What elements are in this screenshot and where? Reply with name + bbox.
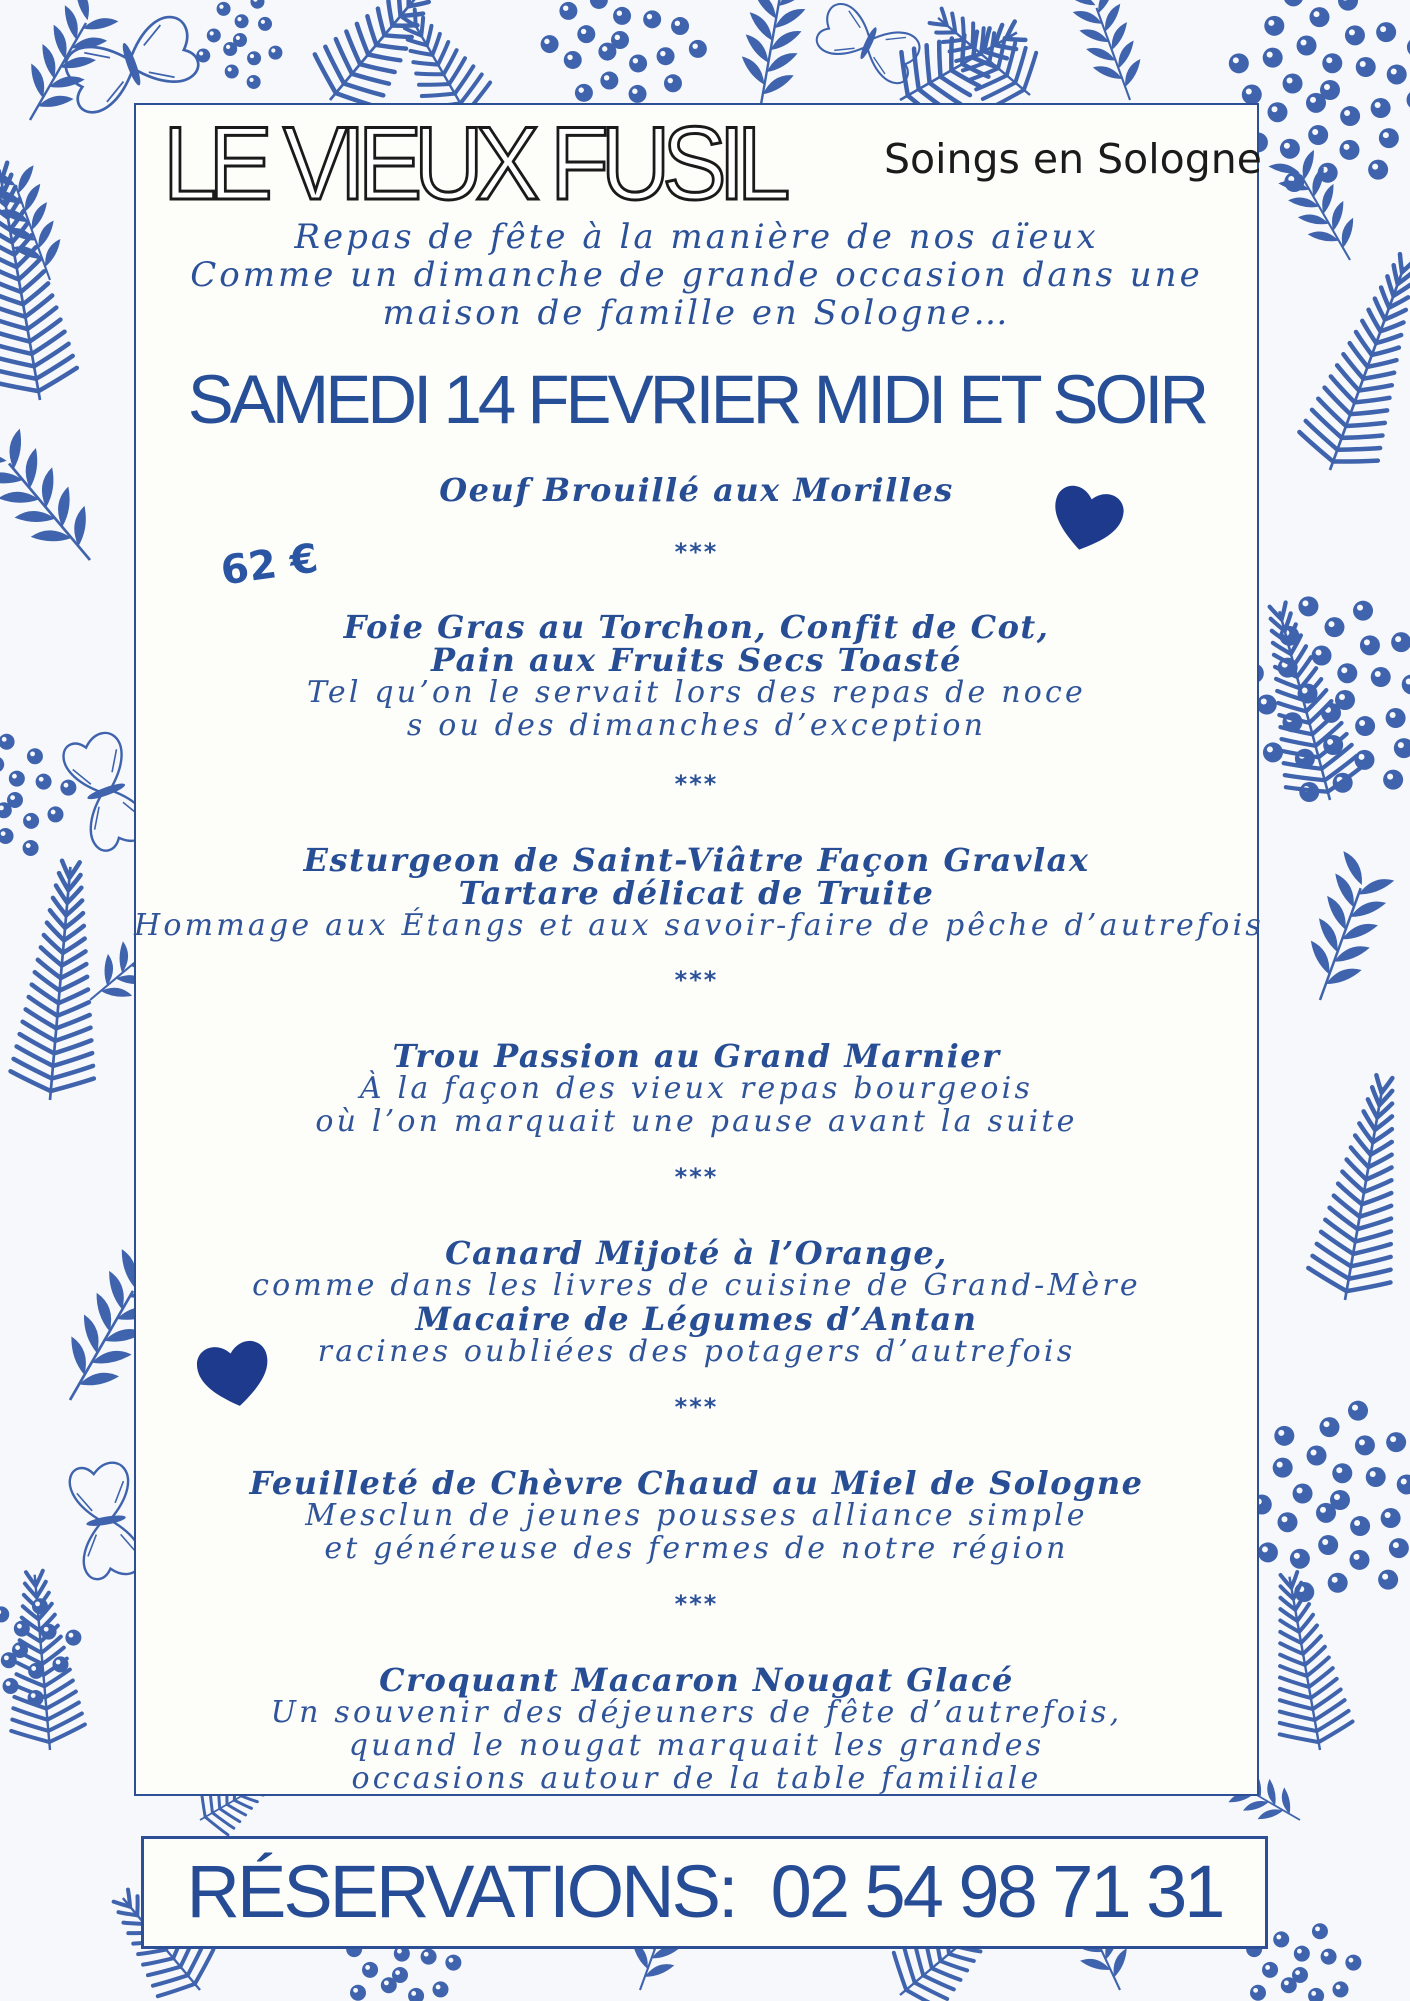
dish-name: Oeuf Brouillé aux Morilles: [439, 471, 954, 509]
course-separator: ***: [674, 1590, 719, 1618]
course-separator: ***: [674, 770, 719, 798]
dish-description: racines oubliées des potagers d’autrefois: [317, 1334, 1076, 1369]
dish-description: s ou des dimanches d’exception: [406, 708, 987, 743]
reservation-line: [141, 1850, 1268, 1933]
leaf-sprig-icon: [733, 0, 811, 115]
dish-name: Canard Mijoté à l’Orange,: [445, 1234, 948, 1272]
dish-name: Macaire de Légumes d’Antan: [415, 1300, 978, 1338]
intro-line: maison de famille en Sologne…: [382, 293, 1011, 333]
course-separator: ***: [674, 1393, 719, 1421]
berry-cluster-icon: [1239, 1401, 1410, 1602]
fern-icon: [8, 858, 112, 1104]
leaf-sprig-icon: [6, 0, 123, 134]
dish-description: Mesclun de jeunes pousses alliance simple: [305, 1498, 1088, 1533]
dish-description: où l’on marquait une pause avant la suite: [315, 1104, 1078, 1139]
menu-price: 62 €: [218, 535, 321, 595]
leaf-sprig-icon: [1293, 851, 1398, 1010]
intro-line: Comme un dimanche de grande occasion dans une: [190, 255, 1203, 295]
reservation-label: RÉSERVATIONS:: [186, 1850, 736, 1933]
fern-icon: [1252, 1567, 1356, 1756]
berry-cluster-icon: [196, 0, 282, 89]
event-date-title: SAMEDI 14 FEVRIER MIDI ET SOIR: [187, 361, 1206, 438]
dish-description: occasions autour de la table familiale: [351, 1761, 1042, 1796]
dish-description: comme dans les livres de cuisine de Grand-Mère: [252, 1268, 1141, 1303]
restaurant-name: LE VIEUX FUSIL: [163, 106, 783, 222]
berry-cluster-icon: [1244, 596, 1410, 802]
dish-name: Trou Passion au Grand Marnier: [392, 1037, 1001, 1075]
course-separator: ***: [674, 1163, 719, 1191]
dish-description: À la façon des vieux repas bourgeois: [359, 1071, 1034, 1106]
butterfly-icon: [67, 1460, 144, 1581]
leaf-sprig-icon: [1268, 143, 1370, 272]
dish-name: Tartare délicat de Truite: [458, 874, 935, 912]
dish-name: Esturgeon de Saint-Viâtre Façon Gravlax: [303, 841, 1090, 879]
dish-description: Tel qu’on le servait lors des repas de noce: [307, 675, 1086, 710]
leaf-sprig-icon: [0, 420, 113, 579]
dish-name: Croquant Macaron Nougat Glacé: [379, 1661, 1014, 1699]
course-separator: ***: [674, 966, 719, 994]
restaurant-location: Soings en Sologne: [884, 135, 1262, 183]
dish-description: Hommage aux Étangs et aux savoir-faire de pêche d’autrefois: [134, 908, 1264, 943]
dish-description: Un souvenir des déjeuners de fête d’autrefois,: [270, 1695, 1123, 1730]
reservation-phone: 02 54 98 71 31: [770, 1850, 1223, 1933]
course-separator: ***: [674, 538, 719, 566]
dish-description: et généreuse des fermes de notre région: [324, 1531, 1069, 1566]
intro-line: Repas de fête à la manière de nos aïeux: [294, 217, 1099, 257]
fern-icon: [1291, 243, 1410, 485]
butterfly-icon: [813, 0, 924, 87]
dish-name: Foie Gras au Torchon, Confit de Cot,: [343, 608, 1050, 646]
dish-description: quand le nougat marquait les grandes: [348, 1728, 1045, 1763]
fern-icon: [1304, 1069, 1410, 1307]
dish-name: Feuilleté de Chèvre Chaud au Miel de Sologne: [249, 1464, 1144, 1502]
dish-name: Pain aux Fruits Secs Toasté: [430, 641, 963, 679]
leaf-sprig-icon: [1066, 0, 1152, 108]
